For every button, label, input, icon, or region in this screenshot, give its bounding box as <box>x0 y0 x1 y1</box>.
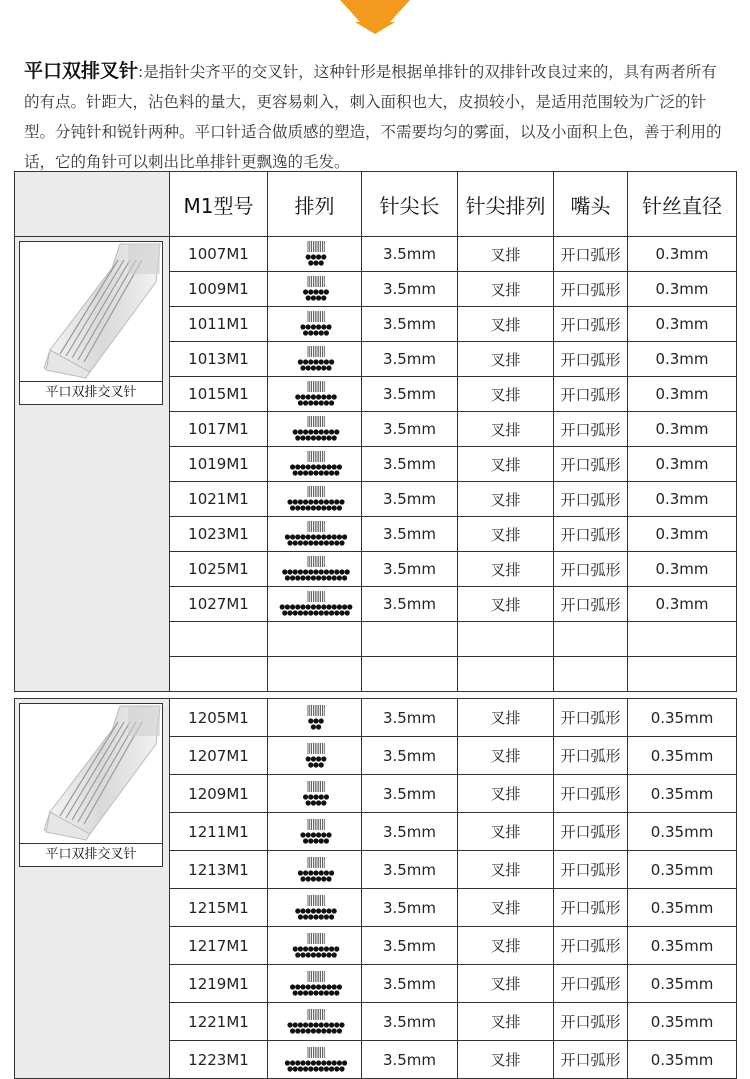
needle-arrangement-diagram <box>268 1008 364 1036</box>
header-image-cell <box>15 172 170 237</box>
mouth-cell: 开口弧形 <box>554 307 628 342</box>
arrangement-cell <box>268 307 362 342</box>
tip-arrangement-cell: 叉排 <box>458 775 554 813</box>
model-cell: 1213M1 <box>170 851 268 889</box>
tip-arrangement-cell: 叉排 <box>458 587 554 622</box>
model-cell: 1207M1 <box>170 737 268 775</box>
needle-arrangement-diagram <box>268 555 364 583</box>
intro-text: 是指针尖齐平的交叉针，这种针形是根据单排针的双排针改良过来的，具有两者所有的有点。针距大，沾色料的量大，更容易刺入，刺入面积也大，皮损较小，是适用范围较为广泛的针型。分钝针和锐针两种。平口针适合做质感的塑造，不需要均匀的雾面，以及小面积上色，善于利用的话，它的角针可以刺出比单排针更飘逸的毛发。 <box>24 63 722 171</box>
mouth-cell: 开口弧形 <box>554 237 628 272</box>
model-cell: 1015M1 <box>170 377 268 412</box>
tip-length-cell: 3.5mm <box>362 1041 458 1079</box>
tip-length-cell: 3.5mm <box>362 1003 458 1041</box>
wire-diameter-cell: 0.3mm <box>628 272 737 307</box>
mouth-cell: 开口弧形 <box>554 587 628 622</box>
mouth-cell: 开口弧形 <box>554 965 628 1003</box>
arrangement-cell <box>268 851 362 889</box>
model-cell: 1027M1 <box>170 587 268 622</box>
mouth-cell: 开口弧形 <box>554 699 628 737</box>
tip-length-cell: 3.5mm <box>362 775 458 813</box>
tip-length-cell: 3.5mm <box>362 517 458 552</box>
header-arrangement: 排列 <box>268 172 362 237</box>
wire-diameter-cell: 0.3mm <box>628 377 737 412</box>
tip-length-cell: 3.5mm <box>362 587 458 622</box>
tip-arrangement-cell: 叉排 <box>458 552 554 587</box>
needle-cartridge-icon <box>20 704 162 844</box>
mouth-cell: 开口弧形 <box>554 447 628 482</box>
wire-diameter-cell: 0.35mm <box>628 1041 737 1079</box>
needle-cartridge-icon <box>20 242 162 382</box>
wire-diameter-cell: 0.3mm <box>628 412 737 447</box>
tip-arrangement-cell: 叉排 <box>458 699 554 737</box>
tip-arrangement-cell: 叉排 <box>458 813 554 851</box>
arrangement-cell <box>268 889 362 927</box>
tip-arrangement-cell: 叉排 <box>458 851 554 889</box>
arrangement-cell <box>268 775 362 813</box>
needle-arrangement-diagram <box>268 894 364 922</box>
tip-length-cell: 3.5mm <box>362 889 458 927</box>
product-caption: 平口双排交叉针 <box>20 843 162 866</box>
top-accent-notch <box>0 0 750 40</box>
wire-diameter-cell: 0.35mm <box>628 889 737 927</box>
tip-arrangement-cell: 叉排 <box>458 412 554 447</box>
mouth-cell: 开口弧形 <box>554 1003 628 1041</box>
needle-arrangement-diagram <box>268 240 364 268</box>
needle-arrangement-diagram <box>268 970 364 998</box>
wire-diameter-cell: 0.3mm <box>628 482 737 517</box>
tip-length-cell: 3.5mm <box>362 307 458 342</box>
group-separator <box>15 692 737 699</box>
tip-length-cell: 3.5mm <box>362 482 458 517</box>
group-separator-cell <box>15 692 737 699</box>
mouth-cell: 开口弧形 <box>554 272 628 307</box>
mouth-cell <box>554 657 628 692</box>
mouth-cell: 开口弧形 <box>554 851 628 889</box>
model-cell: 1013M1 <box>170 342 268 377</box>
needle-arrangement-diagram <box>268 1046 364 1074</box>
tip-arrangement-cell: 叉排 <box>458 1041 554 1079</box>
wire-diameter-cell: 0.3mm <box>628 237 737 272</box>
needle-arrangement-diagram <box>268 704 364 732</box>
table-header-row <box>15 172 737 237</box>
needle-arrangement-diagram <box>268 742 364 770</box>
wire-diameter-cell: 0.35mm <box>628 775 737 813</box>
mouth-cell: 开口弧形 <box>554 482 628 517</box>
wire-diameter-cell: 0.3mm <box>628 552 737 587</box>
tip-length-cell: 3.5mm <box>362 342 458 377</box>
tip-arrangement-cell: 叉排 <box>458 307 554 342</box>
table-row <box>15 237 737 272</box>
model-cell: 1025M1 <box>170 552 268 587</box>
tip-length-cell: 3.5mm <box>362 699 458 737</box>
needle-arrangement-diagram <box>268 380 364 408</box>
tip-length-cell: 3.5mm <box>362 851 458 889</box>
header-model: M1型号 <box>170 172 268 237</box>
product-caption: 平口双排交叉针 <box>20 381 162 404</box>
tip-length-cell <box>362 622 458 657</box>
arrangement-cell <box>268 517 362 552</box>
tip-arrangement-cell <box>458 622 554 657</box>
mouth-cell: 开口弧形 <box>554 552 628 587</box>
tip-arrangement-cell: 叉排 <box>458 517 554 552</box>
wire-diameter-cell: 0.3mm <box>628 342 737 377</box>
mouth-cell: 开口弧形 <box>554 1041 628 1079</box>
tip-length-cell: 3.5mm <box>362 377 458 412</box>
model-cell: 1219M1 <box>170 965 268 1003</box>
arrangement-cell <box>268 1003 362 1041</box>
mouth-cell: 开口弧形 <box>554 775 628 813</box>
product-image-panel <box>15 237 170 692</box>
model-cell <box>170 657 268 692</box>
needle-arrangement-diagram <box>268 818 364 846</box>
intro-colon: : <box>138 63 144 81</box>
model-cell: 1011M1 <box>170 307 268 342</box>
arrangement-cell <box>268 377 362 412</box>
needle-arrangement-diagram <box>268 856 364 884</box>
model-cell: 1205M1 <box>170 699 268 737</box>
arrangement-cell <box>268 587 362 622</box>
arrangement-cell <box>268 927 362 965</box>
arrangement-cell <box>268 482 362 517</box>
arrangement-cell <box>268 699 362 737</box>
arrangement-cell <box>268 447 362 482</box>
arrangement-cell <box>268 737 362 775</box>
model-cell: 1017M1 <box>170 412 268 447</box>
model-cell: 1021M1 <box>170 482 268 517</box>
tip-arrangement-cell: 叉排 <box>458 965 554 1003</box>
product-image-panel <box>15 699 170 1079</box>
model-cell: 1023M1 <box>170 517 268 552</box>
wire-diameter-cell: 0.35mm <box>628 927 737 965</box>
arrangement-cell <box>268 813 362 851</box>
needle-arrangement-diagram <box>268 932 364 960</box>
needle-arrangement-diagram <box>268 520 364 548</box>
tip-arrangement-cell: 叉排 <box>458 447 554 482</box>
arrangement-cell <box>268 552 362 587</box>
table-row <box>15 699 737 737</box>
model-cell: 1211M1 <box>170 813 268 851</box>
tip-length-cell: 3.5mm <box>362 737 458 775</box>
model-cell: 1223M1 <box>170 1041 268 1079</box>
wire-diameter-cell: 0.35mm <box>628 1003 737 1041</box>
tip-arrangement-cell: 叉排 <box>458 737 554 775</box>
header-tip-arrangement: 针尖排列 <box>458 172 554 237</box>
mouth-cell: 开口弧形 <box>554 889 628 927</box>
model-cell: 1209M1 <box>170 775 268 813</box>
wire-diameter-cell: 0.35mm <box>628 813 737 851</box>
wire-diameter-cell: 0.35mm <box>628 851 737 889</box>
needle-arrangement-diagram <box>268 275 364 303</box>
tip-arrangement-cell: 叉排 <box>458 237 554 272</box>
needle-arrangement-diagram <box>268 415 364 443</box>
model-cell <box>170 622 268 657</box>
tip-arrangement-cell <box>458 657 554 692</box>
mouth-cell: 开口弧形 <box>554 412 628 447</box>
model-cell: 1215M1 <box>170 889 268 927</box>
tip-arrangement-cell: 叉排 <box>458 342 554 377</box>
wire-diameter-cell: 0.35mm <box>628 737 737 775</box>
arrangement-cell <box>268 237 362 272</box>
tip-arrangement-cell: 叉排 <box>458 272 554 307</box>
arrangement-cell <box>268 412 362 447</box>
wire-diameter-cell <box>628 622 737 657</box>
arrangement-cell <box>268 622 362 657</box>
model-cell: 1217M1 <box>170 927 268 965</box>
needle-arrangement-diagram <box>268 485 364 513</box>
wire-diameter-cell: 0.3mm <box>628 517 737 552</box>
arrangement-cell <box>268 657 362 692</box>
tip-length-cell: 3.5mm <box>362 447 458 482</box>
spec-table <box>14 171 737 1079</box>
tip-length-cell: 3.5mm <box>362 412 458 447</box>
tip-length-cell: 3.5mm <box>362 927 458 965</box>
wire-diameter-cell <box>628 657 737 692</box>
arrangement-cell <box>268 272 362 307</box>
tip-length-cell: 3.5mm <box>362 272 458 307</box>
product-image <box>19 703 163 867</box>
mouth-cell: 开口弧形 <box>554 927 628 965</box>
mouth-cell: 开口弧形 <box>554 377 628 412</box>
tip-length-cell: 3.5mm <box>362 965 458 1003</box>
tip-length-cell: 3.5mm <box>362 237 458 272</box>
wire-diameter-cell: 0.3mm <box>628 447 737 482</box>
arrangement-cell <box>268 1041 362 1079</box>
arrangement-cell <box>268 965 362 1003</box>
intro-paragraph <box>24 56 729 177</box>
wire-diameter-cell: 0.35mm <box>628 699 737 737</box>
mouth-cell <box>554 622 628 657</box>
needle-arrangement-diagram <box>268 780 364 808</box>
model-cell: 1007M1 <box>170 237 268 272</box>
tip-arrangement-cell: 叉排 <box>458 377 554 412</box>
header-wire-diameter: 针丝直径 <box>628 172 737 237</box>
tip-arrangement-cell: 叉排 <box>458 927 554 965</box>
mouth-cell: 开口弧形 <box>554 813 628 851</box>
model-cell: 1019M1 <box>170 447 268 482</box>
model-cell: 1009M1 <box>170 272 268 307</box>
needle-arrangement-diagram <box>268 345 364 373</box>
needle-arrangement-diagram <box>268 590 364 618</box>
wire-diameter-cell: 0.3mm <box>628 587 737 622</box>
header-tip-length: 针尖长 <box>362 172 458 237</box>
tip-length-cell: 3.5mm <box>362 813 458 851</box>
mouth-cell: 开口弧形 <box>554 517 628 552</box>
mouth-cell: 开口弧形 <box>554 342 628 377</box>
model-cell: 1221M1 <box>170 1003 268 1041</box>
needle-arrangement-diagram <box>268 450 364 478</box>
tip-arrangement-cell: 叉排 <box>458 889 554 927</box>
wire-diameter-cell: 0.35mm <box>628 965 737 1003</box>
wire-diameter-cell: 0.3mm <box>628 307 737 342</box>
tip-arrangement-cell: 叉排 <box>458 482 554 517</box>
mouth-cell: 开口弧形 <box>554 737 628 775</box>
tip-length-cell <box>362 657 458 692</box>
product-image <box>19 241 163 405</box>
intro-term: 平口双排叉针 <box>24 60 139 82</box>
tip-length-cell: 3.5mm <box>362 552 458 587</box>
header-mouth: 嘴头 <box>554 172 628 237</box>
needle-arrangement-diagram <box>268 310 364 338</box>
tip-arrangement-cell: 叉排 <box>458 1003 554 1041</box>
arrangement-cell <box>268 342 362 377</box>
